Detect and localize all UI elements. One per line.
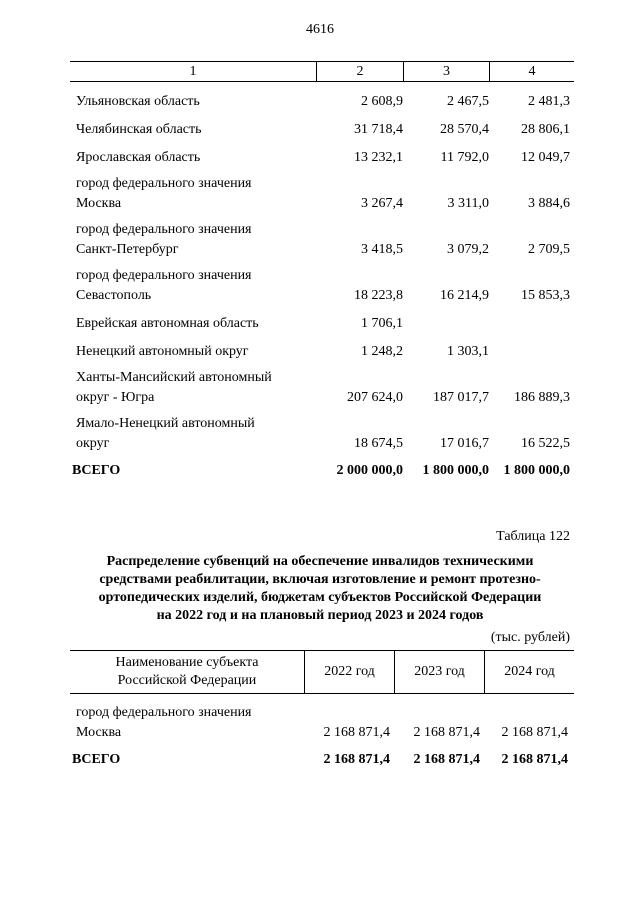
value-col-2: 1 248,2: [361, 344, 403, 359]
table-title-line: Распределение субвенций на обеспечение инвалидов техническими: [106, 554, 534, 569]
header-subject-line1: Наименование субъекта: [115, 655, 259, 670]
region-name: [72, 266, 318, 306]
total-label: ВСЕГО: [72, 463, 121, 478]
value-col-4: 16 522,5: [521, 436, 570, 451]
region-name: Еврейская автономная область: [76, 316, 259, 331]
region-name-line2: Москва: [76, 196, 122, 211]
table-title-line: ортопедических изделий, бюджетам субъектов Российской Федерации: [98, 590, 542, 605]
value-col-4: 28 806,1: [521, 122, 570, 137]
header-subject-name: [70, 651, 304, 693]
value-col-2: 31 718,4: [354, 122, 403, 137]
table2-total-row: [72, 743, 572, 777]
region-name: Ульяновская область: [76, 94, 200, 109]
table-row: [72, 697, 572, 743]
region-name: [72, 414, 318, 454]
header-subject-line2: Российской Федерации: [117, 673, 257, 688]
value-col-2: 18 674,5: [354, 436, 403, 451]
region-name: [72, 703, 304, 743]
value-col-3: 3 311,0: [447, 196, 489, 211]
total-col-2: 2 000 000,0: [336, 463, 403, 478]
region-name-line1: Ханты-Мансийский автономный: [76, 370, 272, 385]
table-title: [70, 553, 570, 625]
value-col-2: 207 624,0: [347, 390, 403, 405]
table-row: [72, 260, 572, 306]
total-2023: 2 168 871,4: [413, 752, 480, 767]
table-row: [72, 362, 572, 408]
value-col-3: 28 570,4: [440, 122, 489, 137]
header-year-2024: 2024 год: [484, 651, 574, 693]
region-name: [72, 368, 318, 408]
table-row: [72, 140, 572, 168]
total-label: ВСЕГО: [72, 752, 121, 767]
table1-body: [72, 84, 572, 488]
header-year-2023: 2023 год: [394, 651, 484, 693]
table-row: [72, 112, 572, 140]
value-col-4: 2 709,5: [528, 242, 570, 257]
value-col-3: 16 214,9: [440, 288, 489, 303]
table-row: [72, 168, 572, 214]
region-name: Челябинская область: [76, 122, 202, 137]
value-col-3: 3 079,2: [447, 242, 489, 257]
region-name-line2: округ: [76, 436, 110, 451]
total-col-3: 1 800 000,0: [422, 463, 489, 478]
value-col-4: 12 049,7: [521, 150, 570, 165]
value-col-4: 186 889,3: [514, 390, 570, 405]
table-number-label: Таблица 122: [496, 529, 570, 544]
region-name: [72, 174, 318, 214]
region-name-line1: город федерального значения: [76, 268, 252, 283]
region-name-line1: Ямало-Ненецкий автономный: [76, 416, 255, 431]
table-row: [72, 306, 572, 334]
table-title-line: средствами реабилитации, включая изготовление и ремонт протезно-: [99, 572, 541, 587]
header-year-2022: 2022 год: [304, 651, 394, 693]
table-row: [72, 408, 572, 454]
table2-header: [70, 650, 574, 694]
region-name: [72, 220, 318, 260]
table-row: [72, 214, 572, 260]
value-2022: 2 168 871,4: [323, 725, 390, 740]
table1-col-3: 3: [403, 62, 489, 81]
value-col-3: 1 303,1: [447, 344, 489, 359]
table-title-line: на 2022 год и на плановый период 2023 и 2024 годов: [156, 608, 484, 623]
region-name-line2: Москва: [76, 725, 122, 740]
units-label: (тыс. рублей): [490, 630, 570, 645]
value-col-4: 2 481,3: [528, 94, 570, 109]
region-name-line1: город федерального значения: [76, 705, 252, 720]
value-col-2: 18 223,8: [354, 288, 403, 303]
total-col-4: 1 800 000,0: [503, 463, 570, 478]
region-name-line2: Севастополь: [76, 288, 152, 303]
table1-col-4: 4: [489, 62, 574, 81]
value-col-2: 3 267,4: [361, 196, 403, 211]
page-number: 4616: [306, 22, 334, 37]
value-col-3: 2 467,5: [447, 94, 489, 109]
table1-header: [70, 61, 574, 82]
value-col-2: 13 232,1: [354, 150, 403, 165]
value-col-2: 3 418,5: [361, 242, 403, 257]
region-name-line1: город федерального значения: [76, 176, 252, 191]
total-2022: 2 168 871,4: [323, 752, 390, 767]
value-col-3: 187 017,7: [433, 390, 489, 405]
value-col-2: 1 706,1: [361, 316, 403, 331]
table2-body: [72, 697, 572, 777]
table1-col-2: 2: [316, 62, 403, 81]
total-2024: 2 168 871,4: [501, 752, 568, 767]
table1-total-row: [72, 454, 572, 488]
value-col-2: 2 608,9: [361, 94, 403, 109]
region-name: Ненецкий автономный округ: [76, 344, 249, 359]
table-row: [72, 334, 572, 362]
value-2024: 2 168 871,4: [501, 725, 568, 740]
value-col-3: 17 016,7: [440, 436, 489, 451]
value-col-4: 15 853,3: [521, 288, 570, 303]
region-name-line2: Санкт-Петербург: [76, 242, 179, 257]
region-name-line1: город федерального значения: [76, 222, 252, 237]
value-col-3: 11 792,0: [440, 150, 489, 165]
table-row: [72, 84, 572, 112]
region-name-line2: округ - Югра: [76, 390, 155, 405]
table1-col-1: 1: [189, 64, 197, 79]
value-col-4: 3 884,6: [528, 196, 570, 211]
region-name: Ярославская область: [76, 150, 201, 165]
value-2023: 2 168 871,4: [413, 725, 480, 740]
